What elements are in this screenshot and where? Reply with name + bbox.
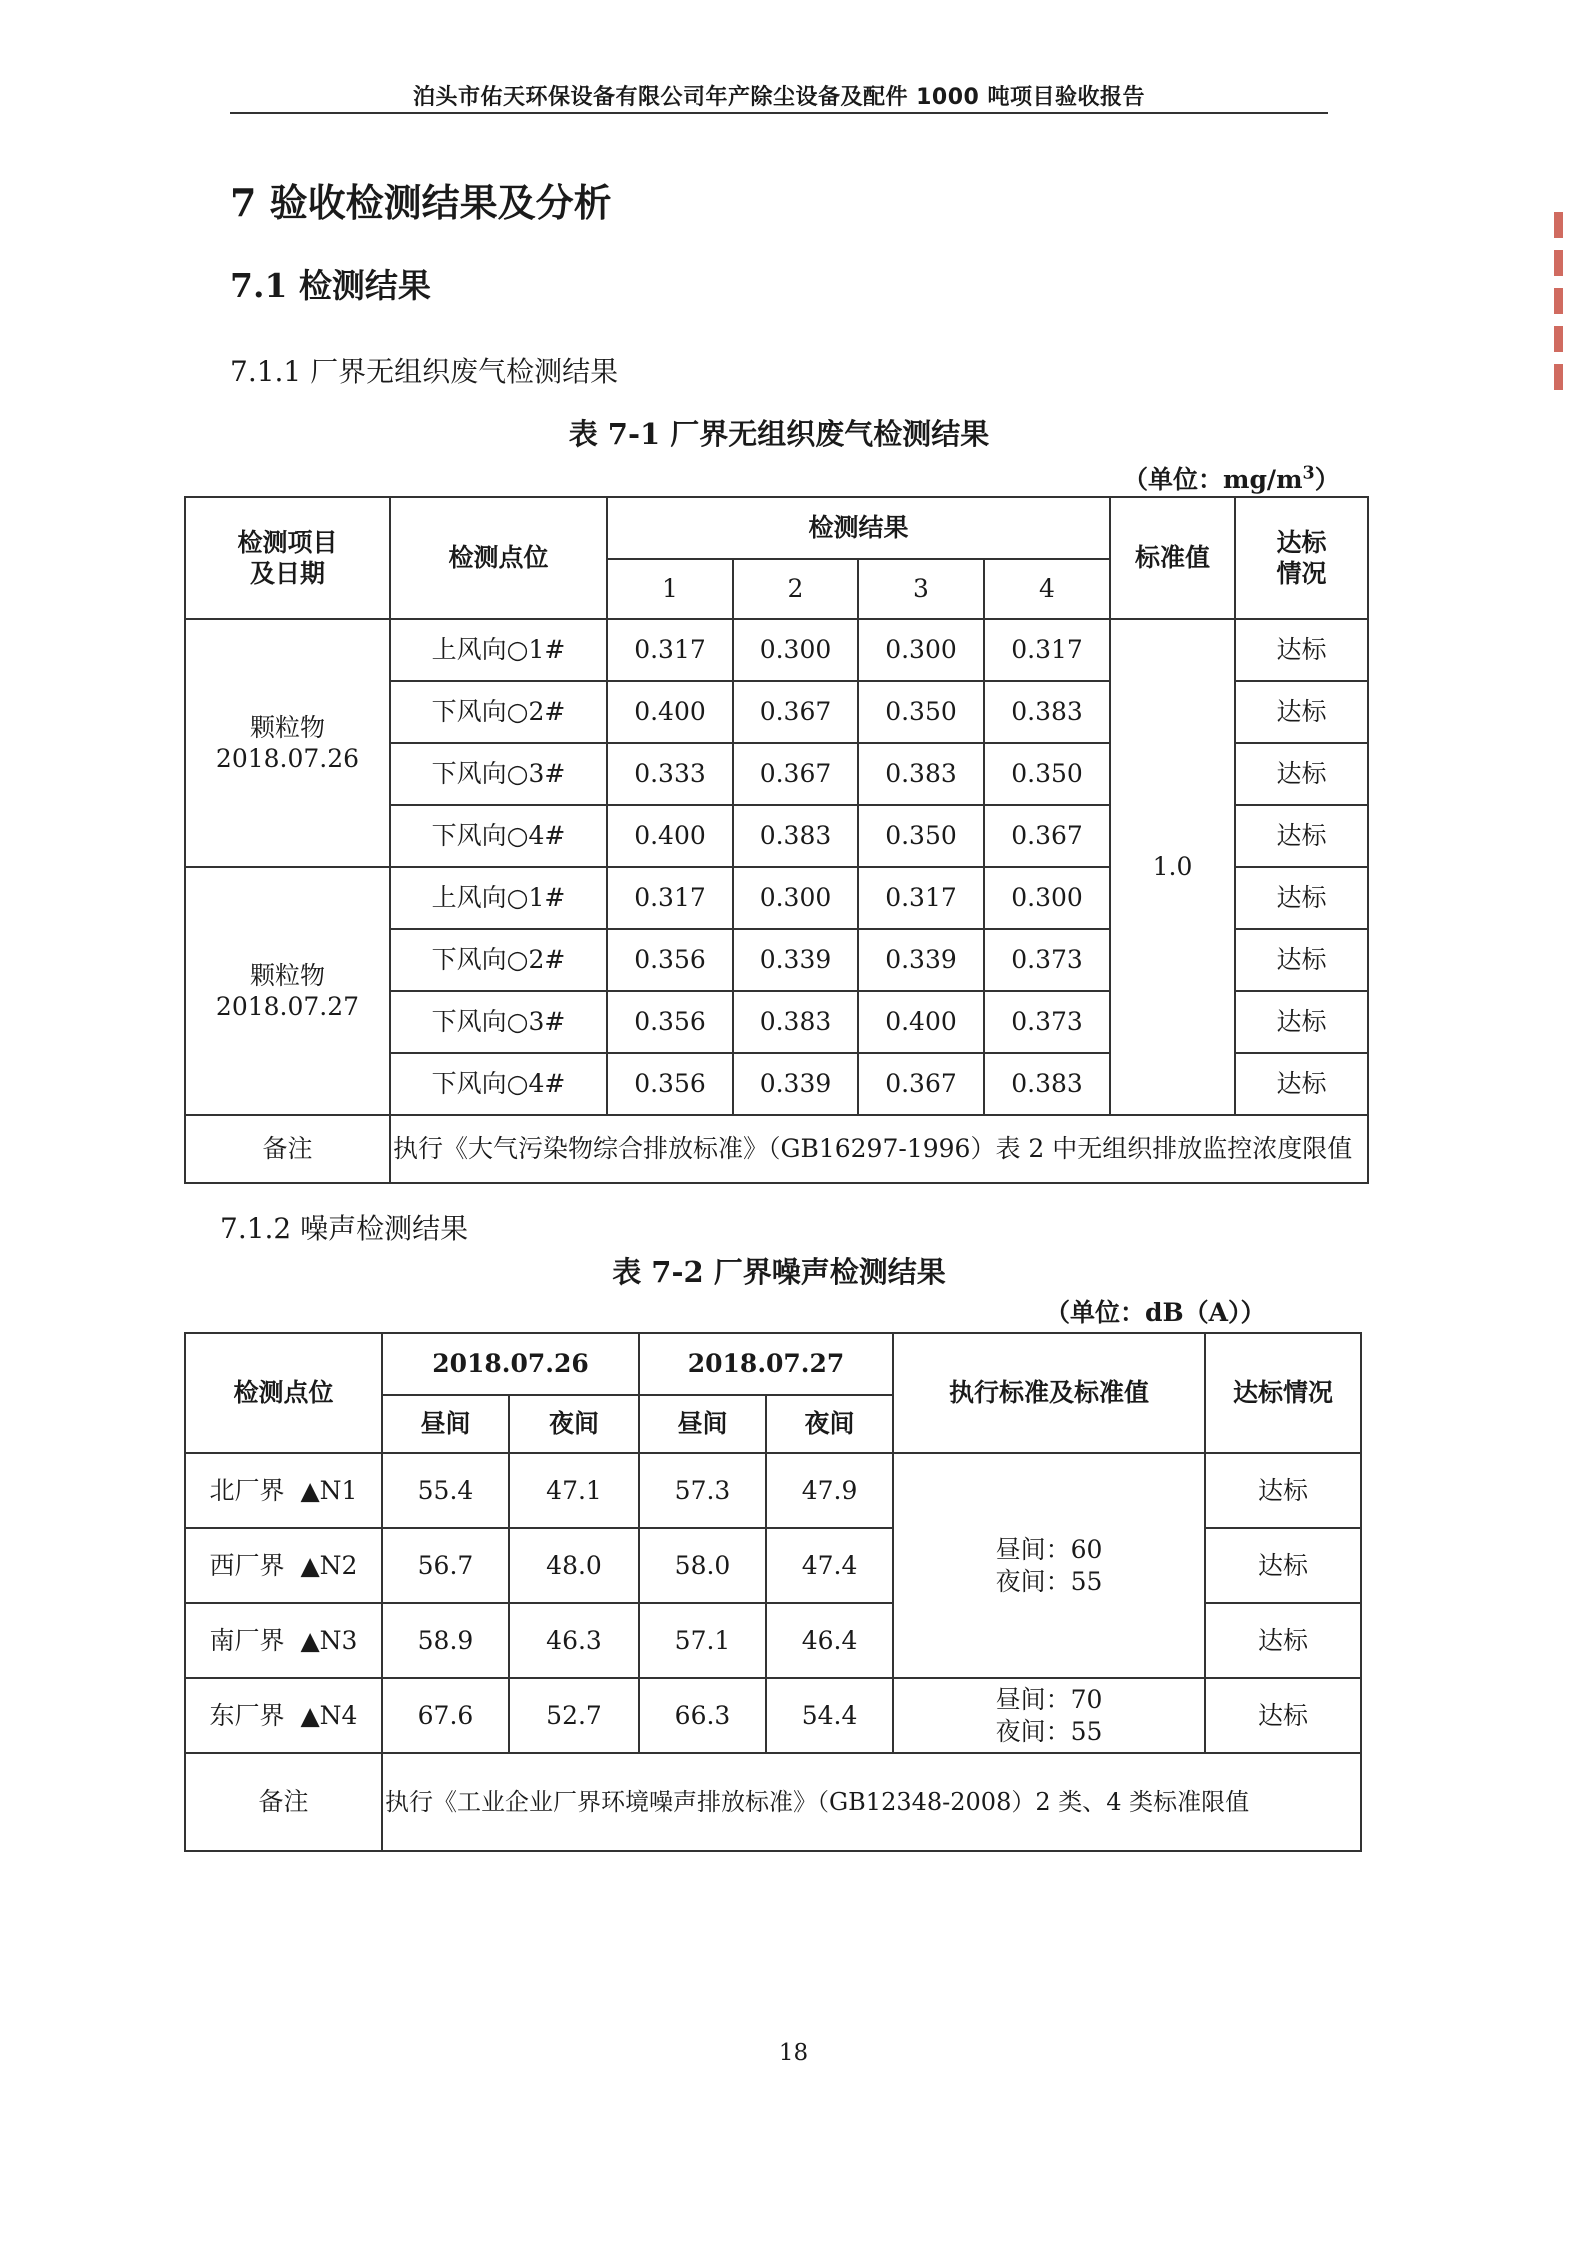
value-cell: 0.339 bbox=[858, 929, 984, 991]
point-cell: 北厂界 ▲N1 bbox=[185, 1453, 382, 1528]
value-cell: 0.317 bbox=[607, 619, 733, 681]
value-cell: 0.317 bbox=[984, 619, 1110, 681]
std-day: 昼间：70 bbox=[995, 1685, 1103, 1715]
unit-suffix: ） bbox=[1314, 465, 1340, 494]
table-7-2 bbox=[184, 1332, 1362, 1852]
hdr-night-2: 夜间 bbox=[766, 1395, 893, 1453]
hdr-standard: 执行标准及标准值 bbox=[893, 1333, 1205, 1453]
standard-value-cell: 1.0 bbox=[1110, 619, 1235, 1115]
point-cell: 下风向○4# bbox=[390, 1053, 607, 1115]
point-cell: 下风向○3# bbox=[390, 991, 607, 1053]
value-cell: 0.383 bbox=[733, 805, 858, 867]
status-cell: 达标 bbox=[1235, 681, 1368, 743]
table-7-1-caption: 表 7-1 厂界无组织废气检测结果 bbox=[568, 417, 990, 451]
value-cell: 47.1 bbox=[509, 1453, 639, 1528]
value-cell: 0.373 bbox=[984, 929, 1110, 991]
status-cell: 达标 bbox=[1235, 805, 1368, 867]
value-cell: 0.350 bbox=[858, 805, 984, 867]
note-text: 执行《大气污染物综合排放标准》（GB16297-1996）表 2 中无组织排放监控浓度限值 bbox=[390, 1115, 1368, 1183]
value-cell: 57.3 bbox=[639, 1453, 766, 1528]
table-7-1 bbox=[184, 496, 1369, 1184]
std-day: 昼间：60 bbox=[995, 1535, 1103, 1565]
hdr-day-2: 昼间 bbox=[639, 1395, 766, 1453]
value-cell: 57.1 bbox=[639, 1603, 766, 1678]
value-cell: 0.400 bbox=[607, 805, 733, 867]
seal-fragment bbox=[1554, 364, 1563, 390]
value-cell: 0.300 bbox=[984, 867, 1110, 929]
std-night: 夜间：55 bbox=[995, 1716, 1103, 1746]
group-date: 2018.07.26 bbox=[215, 744, 360, 773]
status-cell: 达标 bbox=[1235, 991, 1368, 1053]
value-cell: 55.4 bbox=[382, 1453, 509, 1528]
hdr-point: 检测点位 bbox=[390, 497, 607, 619]
value-cell: 0.400 bbox=[858, 991, 984, 1053]
group-cell bbox=[185, 619, 390, 867]
value-cell: 48.0 bbox=[509, 1528, 639, 1603]
group-item: 颗粒物 bbox=[249, 960, 325, 990]
value-cell: 0.383 bbox=[733, 991, 858, 1053]
point-cell: 下风向○2# bbox=[390, 681, 607, 743]
table-7-2-caption: 表 7-2 厂界噪声检测结果 bbox=[612, 1255, 946, 1289]
hdr-night-1: 夜间 bbox=[509, 1395, 639, 1453]
value-cell: 66.3 bbox=[639, 1678, 766, 1753]
group-item: 颗粒物 bbox=[249, 712, 325, 742]
seal-fragment bbox=[1554, 212, 1563, 238]
standard-cell-class2 bbox=[893, 1453, 1205, 1678]
value-cell: 46.4 bbox=[766, 1603, 893, 1678]
hdr-col-1: 1 bbox=[607, 559, 733, 619]
value-cell: 52.7 bbox=[509, 1678, 639, 1753]
seal-edge-mark bbox=[1552, 200, 1566, 450]
point-cell: 上风向○1# bbox=[390, 867, 607, 929]
point-cell: 西厂界 ▲N2 bbox=[185, 1528, 382, 1603]
note-label: 备注 bbox=[185, 1115, 390, 1183]
subsubsection-heading-noise: 7.1.2 噪声检测结果 bbox=[220, 1212, 469, 1245]
hdr-status: 达标情况 bbox=[1205, 1333, 1361, 1453]
point-cell: 东厂界 ▲N4 bbox=[185, 1678, 382, 1753]
value-cell: 56.7 bbox=[382, 1528, 509, 1603]
note-text: 执行《工业企业厂界环境噪声排放标准》（GB12348-2008）2 类、4 类标准限值 bbox=[382, 1753, 1361, 1851]
hdr-status: 达标情况 bbox=[1235, 497, 1368, 619]
value-cell: 0.367 bbox=[984, 805, 1110, 867]
value-cell: 0.367 bbox=[733, 681, 858, 743]
status-cell: 达标 bbox=[1205, 1678, 1361, 1753]
value-cell: 0.317 bbox=[607, 867, 733, 929]
hdr-date-2: 2018.07.27 bbox=[639, 1333, 893, 1395]
seal-fragment bbox=[1554, 326, 1563, 352]
table-7-2-unit: （单位：dB（A）） bbox=[1045, 1298, 1266, 1327]
page-number: 18 bbox=[778, 2040, 809, 2066]
table-7-1-unit bbox=[1123, 460, 1340, 496]
value-cell: 0.350 bbox=[984, 743, 1110, 805]
hdr-col-4: 4 bbox=[984, 559, 1110, 619]
running-header: 泊头市佑天环保设备有限公司年产除尘设备及配件 1000 吨项目验收报告 bbox=[412, 85, 1146, 110]
status-cell: 达标 bbox=[1235, 619, 1368, 681]
group-date: 2018.07.27 bbox=[215, 992, 360, 1021]
value-cell: 46.3 bbox=[509, 1603, 639, 1678]
value-cell: 47.4 bbox=[766, 1528, 893, 1603]
value-cell: 0.373 bbox=[984, 991, 1110, 1053]
hdr-item-date: 检测项目及日期 bbox=[185, 497, 390, 619]
status-cell: 达标 bbox=[1235, 1053, 1368, 1115]
point-cell: 南厂界 ▲N3 bbox=[185, 1603, 382, 1678]
value-cell: 0.356 bbox=[607, 1053, 733, 1115]
hdr-day-1: 昼间 bbox=[382, 1395, 509, 1453]
hdr-result: 检测结果 bbox=[607, 497, 1110, 559]
value-cell: 0.400 bbox=[607, 681, 733, 743]
value-cell: 0.300 bbox=[733, 867, 858, 929]
value-cell: 0.339 bbox=[733, 929, 858, 991]
status-cell: 达标 bbox=[1205, 1453, 1361, 1528]
status-cell: 达标 bbox=[1235, 929, 1368, 991]
point-cell: 下风向○4# bbox=[390, 805, 607, 867]
value-cell: 47.9 bbox=[766, 1453, 893, 1528]
seal-fragment bbox=[1554, 288, 1563, 314]
value-cell: 0.367 bbox=[733, 743, 858, 805]
value-cell: 0.300 bbox=[858, 619, 984, 681]
value-cell: 0.317 bbox=[858, 867, 984, 929]
value-cell: 0.339 bbox=[733, 1053, 858, 1115]
status-cell: 达标 bbox=[1235, 743, 1368, 805]
standard-cell-class4 bbox=[893, 1678, 1205, 1753]
value-cell: 0.333 bbox=[607, 743, 733, 805]
value-cell: 0.383 bbox=[984, 681, 1110, 743]
value-cell: 0.350 bbox=[858, 681, 984, 743]
point-cell: 上风向○1# bbox=[390, 619, 607, 681]
unit-prefix: （单位：mg/m bbox=[1123, 465, 1303, 494]
hdr-date-1: 2018.07.26 bbox=[382, 1333, 639, 1395]
value-cell: 0.383 bbox=[984, 1053, 1110, 1115]
hdr-point: 检测点位 bbox=[185, 1333, 382, 1453]
hdr-standard: 标准值 bbox=[1110, 497, 1235, 619]
status-cell: 达标 bbox=[1205, 1528, 1361, 1603]
value-cell: 0.356 bbox=[607, 929, 733, 991]
status-cell: 达标 bbox=[1235, 867, 1368, 929]
value-cell: 67.6 bbox=[382, 1678, 509, 1753]
group-cell bbox=[185, 867, 390, 1115]
subsubsection-heading-air: 7.1.1 厂界无组织废气检测结果 bbox=[230, 355, 619, 388]
value-cell: 0.367 bbox=[858, 1053, 984, 1115]
value-cell: 58.0 bbox=[639, 1528, 766, 1603]
std-night: 夜间：55 bbox=[995, 1566, 1103, 1596]
note-label: 备注 bbox=[185, 1753, 382, 1851]
subsection-heading: 7.1 检测结果 bbox=[230, 266, 431, 305]
point-cell: 下风向○2# bbox=[390, 929, 607, 991]
section-heading: 7 验收检测结果及分析 bbox=[230, 180, 612, 225]
status-cell: 达标 bbox=[1205, 1603, 1361, 1678]
value-cell: 0.383 bbox=[858, 743, 984, 805]
header-rule bbox=[230, 112, 1328, 114]
value-cell: 0.300 bbox=[733, 619, 858, 681]
unit-superscript: 3 bbox=[1302, 463, 1315, 484]
point-cell: 下风向○3# bbox=[390, 743, 607, 805]
seal-fragment bbox=[1554, 250, 1563, 276]
hdr-col-3: 3 bbox=[858, 559, 984, 619]
value-cell: 54.4 bbox=[766, 1678, 893, 1753]
value-cell: 58.9 bbox=[382, 1603, 509, 1678]
value-cell: 0.356 bbox=[607, 991, 733, 1053]
hdr-col-2: 2 bbox=[733, 559, 858, 619]
